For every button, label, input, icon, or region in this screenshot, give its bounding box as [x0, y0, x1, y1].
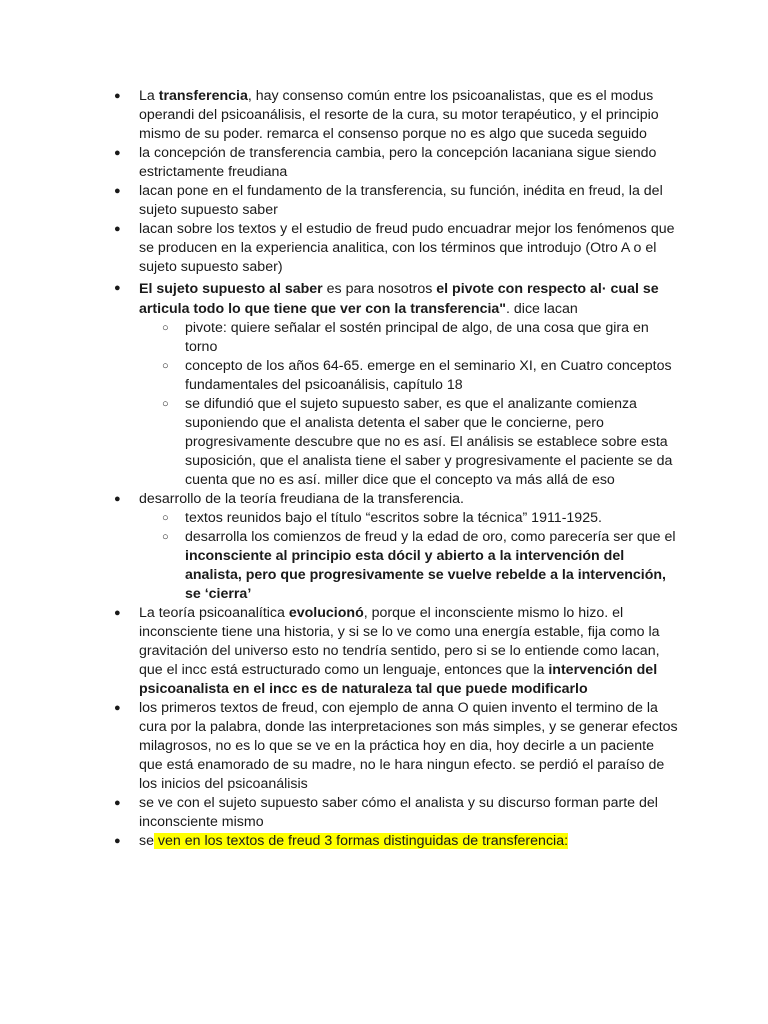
item-text: La teoría psicoanalítica	[139, 605, 289, 621]
sub-list-item	[162, 509, 678, 528]
filled-bullet-icon: ●	[114, 147, 121, 159]
item-text: desarrollo de la teoría freudiana de la transferencia.	[139, 491, 464, 507]
sub-item-text: concepto de los años 64-65. emerge en el seminario XI, en Cuatro conceptos fundamentales del psicoanálisis, capítulo 18	[185, 358, 672, 393]
list-item	[114, 220, 678, 277]
item-text: se	[139, 833, 154, 849]
filled-bullet-icon: ●	[114, 223, 121, 235]
sub-list	[139, 319, 678, 490]
sub-item-bold-text: inconsciente al principio esta dócil y abierto a la intervención del analista, pero que progresivamente se vuelve rebelde a la intervención, se ‘cierra’	[185, 548, 666, 602]
filled-bullet-icon: ●	[114, 185, 121, 197]
item-text: . dice lacan	[506, 301, 578, 317]
sub-item-text: se difundió que el sujeto supuesto saber, es que el analizante comienza suponiendo que el analista detenta el saber que le concierne, pero progresivamente descubre que no es así. El análisis se establece sobre esta suposición, que el analista tiene el saber y progresivamente el paciente se da cuenta que no es así. miller dice que el concepto va más allá de eso	[185, 396, 673, 488]
item-text: es para nosotros	[322, 281, 437, 297]
filled-bullet-icon: ●	[114, 282, 121, 294]
item-paragraph	[114, 277, 678, 319]
sub-item-text: pivote: quiere señalar el sostén principal de algo, de una cosa que gira en torno	[185, 320, 649, 355]
item-text: La	[139, 88, 159, 104]
bullet-list	[114, 87, 678, 851]
list-item	[114, 490, 678, 604]
hollow-bullet-icon: ○	[162, 360, 169, 372]
item-text: lacan pone en el fundamento de la transferencia, su función, inédita en freud, la del sujeto supuesto saber	[139, 183, 663, 218]
filled-bullet-icon: ●	[114, 607, 121, 619]
list-item	[114, 87, 678, 144]
list-item	[114, 182, 678, 220]
sub-list-item	[162, 528, 678, 604]
filled-bullet-icon: ●	[114, 90, 121, 102]
hollow-bullet-icon: ○	[162, 322, 169, 334]
filled-bullet-icon: ●	[114, 797, 121, 809]
list-item	[114, 832, 678, 851]
list-item	[114, 277, 678, 490]
hollow-bullet-icon: ○	[162, 512, 169, 524]
item-text: los primeros textos de freud, con ejemplo de anna O quien invento el termino de la cura por la palabra, donde las interpretaciones son más simples, y se generar efectos milagrosos, no es lo que se ve en la práctica hoy en dia, hoy decirle a un paciente que está enamorado de su madre, no le hara ningun efecto. se perdió el paraíso de los inicios del psicoanálisis	[139, 700, 678, 792]
sub-list	[139, 509, 678, 604]
item-bold-text: El sujeto supuesto al saber	[139, 281, 323, 297]
sub-list-item	[162, 357, 678, 395]
list-item	[114, 794, 678, 832]
sub-item-text: textos reunidos bajo el título “escritos sobre la técnica” 1911-1925.	[185, 510, 602, 526]
sub-list-item	[162, 319, 678, 357]
filled-bullet-icon: ●	[114, 835, 121, 847]
item-bold-text: el pivote con respecto al· cual se articula todo lo que tiene que ver con la transferencia"	[139, 281, 659, 317]
list-item	[114, 604, 678, 699]
item-bold-text: evolucionó	[288, 605, 364, 621]
sub-item-text: desarrolla los comienzos de freud y la edad de oro, como parecería ser que el	[185, 529, 676, 545]
list-item	[114, 699, 678, 794]
filled-bullet-icon: ●	[114, 702, 121, 714]
hollow-bullet-icon: ○	[162, 531, 169, 543]
item-text: lacan sobre los textos y el estudio de freud pudo encuadrar mejor los fenómenos que se producen en la experiencia analitica, con los términos que introdujo (Otro A o el sujeto supuesto saber)	[139, 221, 675, 275]
item-text: , hay consenso común entre los psicoanalistas, que es el modus operandi del psicoanálisis, el resorte de la cura, su motor terapéutico, y el principio mismo de su poder. remarca el consenso porque no es algo que suceda seguido	[139, 88, 659, 142]
hollow-bullet-icon: ○	[162, 398, 169, 410]
item-text: se ve con el sujeto supuesto saber cómo el analista y su discurso forman parte del inconsciente mismo	[139, 795, 658, 830]
item-text: , porque el inconsciente mismo lo hizo. el inconsciente tiene una historia, y si se lo ve como una energía estable, fija como la gravitación del universo esto no tendría sentido, pero si se lo entiende como lacan, que el incc está estructurado como un lenguaje, entonces que la	[139, 605, 660, 678]
item-bold-text: transferencia	[158, 88, 248, 104]
list-item	[114, 144, 678, 182]
sub-list-item	[162, 395, 678, 490]
item-text: la concepción de transferencia cambia, pero la concepción lacaniana sigue siendo estrictamente freudiana	[139, 145, 657, 180]
filled-bullet-icon: ●	[114, 493, 121, 505]
item-bold-text: intervención del psicoanalista en el incc es de naturaleza tal que puede modificarlo	[139, 662, 658, 697]
highlighted-text: ven en los textos de freud 3 formas distinguidas de transferencia:	[153, 833, 569, 849]
